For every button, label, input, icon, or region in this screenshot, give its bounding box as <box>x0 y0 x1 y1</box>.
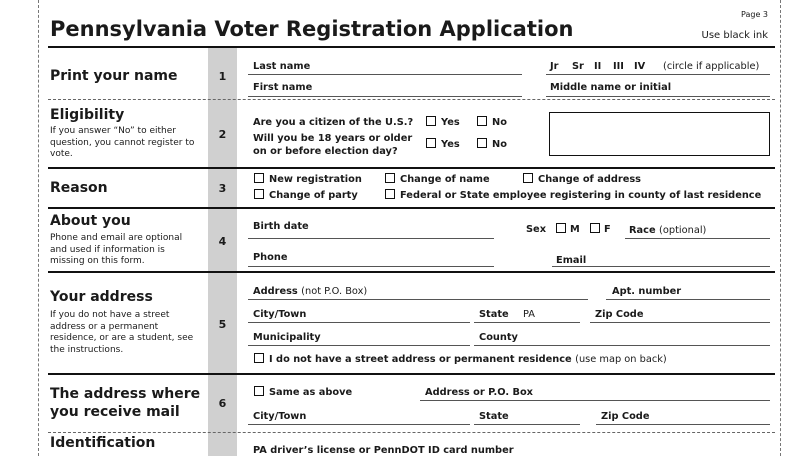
race-optional: (optional) <box>659 225 707 236</box>
email-field[interactable] <box>552 266 770 267</box>
mail-zip-field[interactable] <box>596 424 770 425</box>
citizen-no-label: No <box>492 117 507 128</box>
address-field[interactable] <box>248 299 588 300</box>
address-label-text: Address <box>253 286 298 297</box>
section-5-note: If you do not have a street address or a permanent residence, or are a student, see the instructions. <box>50 310 194 355</box>
section-4-number: 4 <box>218 235 227 248</box>
section-2-number: 2 <box>218 128 227 141</box>
last-name-field[interactable] <box>248 74 522 75</box>
citizen-no-checkbox[interactable] <box>477 116 487 126</box>
mail-city-label: City/Town <box>253 411 307 422</box>
race-field[interactable] <box>625 238 770 239</box>
sex-label: Sex <box>526 224 547 235</box>
divider-5-6 <box>48 373 775 375</box>
zip-label: Zip Code <box>595 309 644 320</box>
change-name-label: Change of name <box>400 174 490 185</box>
citizen-question: Are you a citizen of the U.S.? <box>253 117 414 128</box>
citizen-yes-label: Yes <box>441 117 460 128</box>
county-field[interactable] <box>474 345 770 346</box>
address-note: (not P.O. Box) <box>301 286 368 297</box>
section-2-note: If you answer “No” to either question, you cannot register to vote. <box>50 126 195 159</box>
sex-f-label: F <box>604 224 611 235</box>
ink-instruction: Use black ink <box>701 30 768 41</box>
middle-name-field[interactable] <box>546 96 770 97</box>
age-yes-label: Yes <box>441 139 460 150</box>
address-label <box>253 286 367 297</box>
change-address-label: Change of address <box>538 174 641 185</box>
first-name-field[interactable] <box>248 96 522 97</box>
state-value: PA <box>523 309 535 320</box>
header-rule <box>48 46 775 48</box>
race-label <box>629 225 706 236</box>
city-label: City/Town <box>253 309 307 320</box>
last-name-label: Last name <box>253 61 311 72</box>
section-4-title: About you <box>50 213 131 229</box>
sex-m-label: M <box>570 224 580 235</box>
municipality-label: Municipality <box>253 332 321 343</box>
no-address-checkbox[interactable] <box>254 353 264 363</box>
divider-3-4 <box>48 207 775 209</box>
age-question-line1: Will you be 18 years or older <box>253 133 413 144</box>
suffix-ii[interactable]: II <box>594 61 602 72</box>
section-7-title: Identification <box>50 435 156 451</box>
page-number: Page 3 <box>741 10 768 19</box>
no-address-note: (use map on back) <box>575 354 667 365</box>
suffix-iv[interactable]: IV <box>634 61 646 72</box>
section-6-title-line2: you receive mail <box>50 404 180 420</box>
divider-6-7 <box>48 432 775 433</box>
county-label: County <box>479 332 518 343</box>
section-1-number: 1 <box>218 70 227 83</box>
state-field <box>474 322 580 323</box>
new-registration-checkbox[interactable] <box>254 173 264 183</box>
change-party-checkbox[interactable] <box>254 189 264 199</box>
no-address-label <box>269 354 667 365</box>
change-party-label: Change of party <box>269 190 358 201</box>
zip-field[interactable] <box>590 322 770 323</box>
city-field[interactable] <box>248 322 470 323</box>
sex-f-checkbox[interactable] <box>590 223 600 233</box>
left-dashed-margin <box>38 0 39 456</box>
office-use-box <box>549 112 770 156</box>
section-4-note: Phone and email are optional and used if information is missing on this form. <box>50 233 183 266</box>
state-label: State <box>479 309 509 320</box>
mail-address-field[interactable] <box>420 400 770 401</box>
email-label: Email <box>556 255 587 266</box>
federal-employee-checkbox[interactable] <box>385 189 395 199</box>
age-no-label: No <box>492 139 507 150</box>
right-dashed-margin <box>780 0 781 456</box>
section-2-title: Eligibility <box>50 107 125 123</box>
suffix-underline <box>546 74 770 75</box>
section-number-band <box>208 48 237 456</box>
same-as-above-label: Same as above <box>269 387 353 398</box>
mail-state-field[interactable] <box>474 424 580 425</box>
birth-date-label: Birth date <box>253 221 309 232</box>
age-question-line2: on or before election day? <box>253 146 398 157</box>
section-5-number: 5 <box>218 318 227 331</box>
section-1-title: Print your name <box>50 68 178 84</box>
federal-employee-label: Federal or State employee registering in county of last residence <box>400 190 762 201</box>
first-name-label: First name <box>253 82 313 93</box>
suffix-sr[interactable]: Sr <box>572 61 584 72</box>
divider-2-3 <box>48 167 775 169</box>
mail-address-label: Address or P.O. Box <box>425 387 533 398</box>
form-title: Pennsylvania Voter Registration Application <box>50 17 574 41</box>
sex-m-checkbox[interactable] <box>556 223 566 233</box>
drivers-license-label: PA driver’s license or PennDOT ID card number <box>253 445 514 456</box>
divider-1-2 <box>48 99 775 100</box>
section-5-title: Your address <box>50 289 153 305</box>
section-3-number: 3 <box>218 182 227 195</box>
mail-state-label: State <box>479 411 509 422</box>
middle-name-label: Middle name or initial <box>550 82 672 93</box>
apt-field[interactable] <box>606 299 770 300</box>
phone-field[interactable] <box>248 266 494 267</box>
suffix-note: (circle if applicable) <box>663 61 760 72</box>
section-6-number: 6 <box>218 397 227 410</box>
divider-4-5 <box>48 271 775 273</box>
age-no-checkbox[interactable] <box>477 138 487 148</box>
mail-zip-label: Zip Code <box>601 411 650 422</box>
phone-label: Phone <box>253 252 288 263</box>
suffix-iii[interactable]: III <box>613 61 624 72</box>
citizen-yes-checkbox[interactable] <box>426 116 436 126</box>
no-address-text: I do not have a street address or permanent residence <box>269 354 572 365</box>
race-label-text: Race <box>629 225 656 236</box>
change-name-checkbox[interactable] <box>385 173 395 183</box>
same-as-above-checkbox[interactable] <box>254 386 264 396</box>
suffix-jr[interactable]: Jr <box>550 61 559 72</box>
new-registration-label: New registration <box>269 174 362 185</box>
change-address-checkbox[interactable] <box>523 173 533 183</box>
section-6-title-line1: The address where <box>50 386 201 402</box>
birth-date-field[interactable] <box>248 238 494 239</box>
municipality-field[interactable] <box>248 345 470 346</box>
age-yes-checkbox[interactable] <box>426 138 436 148</box>
apt-label: Apt. number <box>612 286 682 297</box>
mail-city-field[interactable] <box>248 424 470 425</box>
section-3-title: Reason <box>50 180 108 196</box>
